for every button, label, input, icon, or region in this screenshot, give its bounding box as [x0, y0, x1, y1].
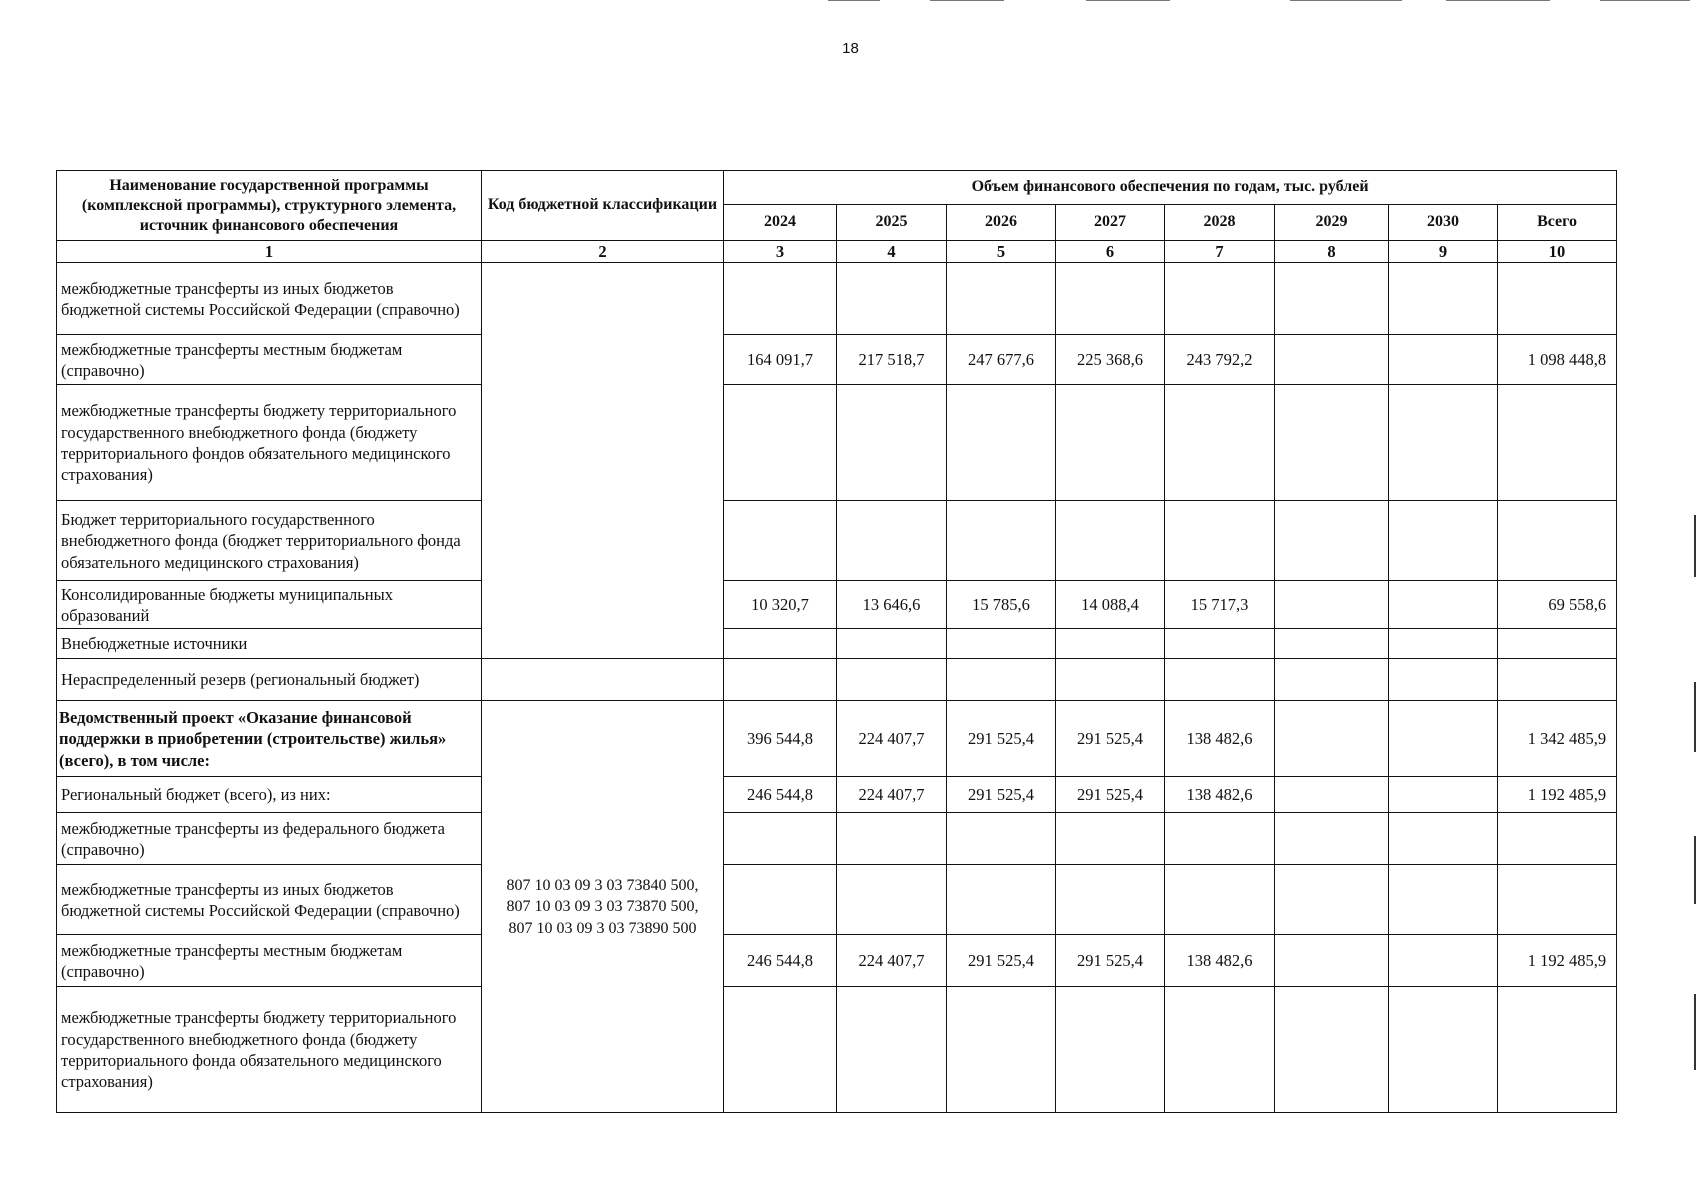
- value-cell: [1056, 501, 1165, 581]
- value-cell: [724, 987, 837, 1113]
- value-cell: 291 525,4: [947, 777, 1056, 813]
- value-cell: [1165, 629, 1275, 659]
- column-index: 10: [1498, 241, 1617, 263]
- total-cell: 69 558,6: [1498, 581, 1617, 629]
- header-name: Наименование государственной программы (комплексной программы), структурного элемента, источник финансового обеспечения: [57, 171, 482, 241]
- table-row: [57, 501, 1617, 581]
- row-name: Бюджет территориального государственного внебюджетного фонда (бюджет территориального фонда обязательного медицинского страхования): [57, 501, 482, 581]
- value-cell: [724, 813, 837, 865]
- value-cell: [947, 501, 1056, 581]
- value-cell: [1389, 385, 1498, 501]
- total-cell: [1498, 263, 1617, 335]
- row-name: Внебюджетные источники: [57, 629, 482, 659]
- value-cell: [947, 865, 1056, 935]
- value-cell: 224 407,7: [837, 777, 947, 813]
- value-cell: 15 717,3: [1165, 581, 1275, 629]
- value-cell: [1389, 777, 1498, 813]
- column-index: 1: [57, 241, 482, 263]
- value-cell: [1389, 701, 1498, 777]
- code-cell-empty: [482, 263, 724, 659]
- row-name: межбюджетные трансферты местным бюджетам (справочно): [57, 335, 482, 385]
- value-cell: [1389, 813, 1498, 865]
- page-number: 18: [842, 40, 859, 57]
- value-cell: 291 525,4: [1056, 777, 1165, 813]
- value-cell: [947, 385, 1056, 501]
- value-cell: [1275, 865, 1389, 935]
- value-cell: [837, 629, 947, 659]
- column-index: 7: [1165, 241, 1275, 263]
- value-cell: [724, 629, 837, 659]
- table-row: [57, 701, 1617, 777]
- value-cell: 13 646,6: [837, 581, 947, 629]
- value-cell: [837, 659, 947, 701]
- value-cell: [1165, 813, 1275, 865]
- value-cell: [947, 629, 1056, 659]
- total-cell: [1498, 385, 1617, 501]
- header-code: Код бюджетной классификации: [482, 171, 724, 241]
- value-cell: [1165, 659, 1275, 701]
- value-cell: 396 544,8: [724, 701, 837, 777]
- value-cell: 291 525,4: [947, 935, 1056, 987]
- value-cell: [1056, 987, 1165, 1113]
- value-cell: 217 518,7: [837, 335, 947, 385]
- table-row: [57, 987, 1617, 1113]
- row-name: Консолидированные бюджеты муниципальных образований: [57, 581, 482, 629]
- row-name: межбюджетные трансферты бюджету территориального государственного внебюджетного фонда (бюджету территориального фондов обязательного медицинского страхования): [57, 385, 482, 501]
- value-cell: [837, 385, 947, 501]
- header-year: 2029: [1275, 205, 1389, 241]
- value-cell: 225 368,6: [1056, 335, 1165, 385]
- total-cell: 1 192 485,9: [1498, 935, 1617, 987]
- value-cell: [1056, 263, 1165, 335]
- value-cell: [1165, 385, 1275, 501]
- column-index: 5: [947, 241, 1056, 263]
- value-cell: [724, 385, 837, 501]
- row-name: межбюджетные трансферты из иных бюджетов бюджетной системы Российской Федерации (справочно): [57, 865, 482, 935]
- value-cell: 224 407,7: [837, 701, 947, 777]
- value-cell: [837, 501, 947, 581]
- column-index: 3: [724, 241, 837, 263]
- value-cell: [1389, 935, 1498, 987]
- value-cell: [1275, 629, 1389, 659]
- header-year: 2027: [1056, 205, 1165, 241]
- column-index: 4: [837, 241, 947, 263]
- value-cell: [1165, 987, 1275, 1113]
- table-row: [57, 629, 1617, 659]
- value-cell: [1275, 659, 1389, 701]
- value-cell: [1389, 335, 1498, 385]
- value-cell: [1389, 581, 1498, 629]
- row-name: межбюджетные трансферты из федерального бюджета (справочно): [57, 813, 482, 865]
- total-cell: [1498, 813, 1617, 865]
- scan-top-rules: [0, 0, 1701, 6]
- value-cell: [837, 263, 947, 335]
- value-cell: [1056, 865, 1165, 935]
- column-index: 6: [1056, 241, 1165, 263]
- value-cell: [1275, 263, 1389, 335]
- total-cell: [1498, 865, 1617, 935]
- row-name: Нераспределенный резерв (региональный бюджет): [57, 659, 482, 701]
- row-name: межбюджетные трансферты бюджету территориального государственного внебюджетного фонда (бюджету территориального фонда обязательного медицинского страхования): [57, 987, 482, 1113]
- header-year: 2030: [1389, 205, 1498, 241]
- total-cell: 1 192 485,9: [1498, 777, 1617, 813]
- value-cell: [1389, 501, 1498, 581]
- budget-code-cell: [482, 701, 724, 1113]
- value-cell: [837, 865, 947, 935]
- value-cell: [1275, 813, 1389, 865]
- code-cell-empty: [482, 659, 724, 701]
- financing-table: [56, 170, 1617, 1113]
- table-row: [57, 335, 1617, 385]
- value-cell: [1165, 501, 1275, 581]
- value-cell: [1275, 987, 1389, 1113]
- column-index: 8: [1275, 241, 1389, 263]
- total-cell: 1 098 448,8: [1498, 335, 1617, 385]
- value-cell: [724, 501, 837, 581]
- value-cell: [1056, 385, 1165, 501]
- total-cell: [1498, 501, 1617, 581]
- column-index: 2: [482, 241, 724, 263]
- table-row: [57, 865, 1617, 935]
- value-cell: 291 525,4: [1056, 935, 1165, 987]
- value-cell: [1389, 659, 1498, 701]
- value-cell: [724, 865, 837, 935]
- table-row: [57, 813, 1617, 865]
- value-cell: [837, 813, 947, 865]
- header-year: 2025: [837, 205, 947, 241]
- header-total: Всего: [1498, 205, 1617, 241]
- value-cell: 138 482,6: [1165, 935, 1275, 987]
- row-name: межбюджетные трансферты местным бюджетам (справочно): [57, 935, 482, 987]
- total-cell: [1498, 629, 1617, 659]
- value-cell: 224 407,7: [837, 935, 947, 987]
- table-row: [57, 581, 1617, 629]
- value-cell: [1389, 865, 1498, 935]
- header-year: 2024: [724, 205, 837, 241]
- budget-code: 807 10 03 09 3 03 73890 500: [508, 919, 697, 937]
- value-cell: [1275, 501, 1389, 581]
- budget-code: 807 10 03 09 3 03 73870 500,: [506, 898, 699, 916]
- value-cell: [1389, 629, 1498, 659]
- total-cell: [1498, 659, 1617, 701]
- value-cell: [1389, 263, 1498, 335]
- value-cell: 243 792,2: [1165, 335, 1275, 385]
- value-cell: 291 525,4: [947, 701, 1056, 777]
- header-year: 2028: [1165, 205, 1275, 241]
- table-row: [57, 659, 1617, 701]
- value-cell: [724, 659, 837, 701]
- value-cell: 15 785,6: [947, 581, 1056, 629]
- value-cell: 14 088,4: [1056, 581, 1165, 629]
- value-cell: [1056, 629, 1165, 659]
- value-cell: [724, 263, 837, 335]
- value-cell: [947, 813, 1056, 865]
- value-cell: 246 544,8: [724, 777, 837, 813]
- value-cell: [947, 987, 1056, 1113]
- value-cell: [1275, 777, 1389, 813]
- value-cell: 164 091,7: [724, 335, 837, 385]
- table-row: [57, 777, 1617, 813]
- value-cell: 246 544,8: [724, 935, 837, 987]
- value-cell: 138 482,6: [1165, 701, 1275, 777]
- value-cell: [1165, 865, 1275, 935]
- value-cell: [947, 659, 1056, 701]
- column-index-row: [57, 241, 1617, 263]
- value-cell: [1275, 385, 1389, 501]
- row-name: Региональный бюджет (всего), из них:: [57, 777, 482, 813]
- value-cell: [947, 263, 1056, 335]
- header-volume: Объем финансового обеспечения по годам, тыс. рублей: [724, 171, 1617, 205]
- value-cell: [1275, 581, 1389, 629]
- value-cell: [837, 987, 947, 1113]
- table-row: [57, 263, 1617, 335]
- project-row-name: Ведомственный проект «Оказание финансовой поддержки в приобретении (строительстве) жилья» (всего), в том числе:: [57, 701, 482, 777]
- value-cell: [1275, 701, 1389, 777]
- budget-code: 807 10 03 09 3 03 73840 500,: [506, 876, 699, 894]
- value-cell: 138 482,6: [1165, 777, 1275, 813]
- value-cell: 291 525,4: [1056, 701, 1165, 777]
- total-cell: 1 342 485,9: [1498, 701, 1617, 777]
- table-row: [57, 385, 1617, 501]
- value-cell: [1275, 335, 1389, 385]
- value-cell: [1275, 935, 1389, 987]
- value-cell: [1389, 987, 1498, 1113]
- column-index: 9: [1389, 241, 1498, 263]
- value-cell: [1056, 659, 1165, 701]
- total-cell: [1498, 987, 1617, 1113]
- value-cell: 247 677,6: [947, 335, 1056, 385]
- header-year: 2026: [947, 205, 1056, 241]
- value-cell: [1165, 263, 1275, 335]
- table-row: [57, 935, 1617, 987]
- value-cell: [1056, 813, 1165, 865]
- row-name: межбюджетные трансферты из иных бюджетов бюджетной системы Российской Федерации (справочно): [57, 263, 482, 335]
- value-cell: 10 320,7: [724, 581, 837, 629]
